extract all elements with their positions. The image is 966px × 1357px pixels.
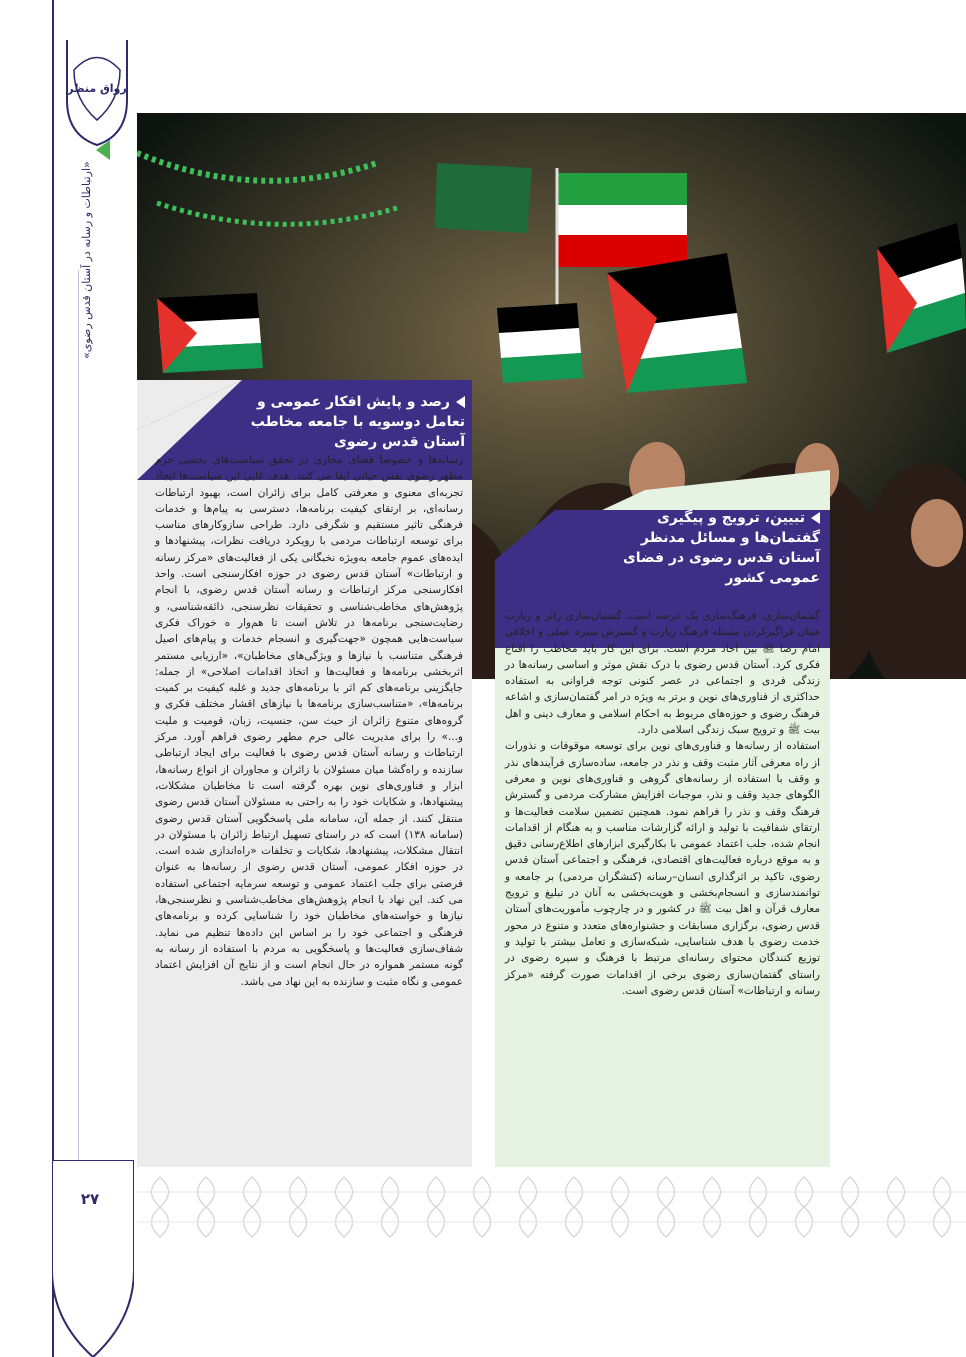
heading-bullet-icon [811,512,820,524]
footer-ornament [137,1172,966,1242]
magazine-emblem [62,40,132,150]
section-right-paragraph: گفتمان‌سازی، فرهنگ‌سازی یک عرصه است. گفتمان‌سازی زائر و زیارت همان فراگیرکردن مسئله فرهنگ زیارت و گسترش سیره عملی و اخلاقی امام رضا ﷺ بین آحاد مردم است. برای این کار باید مخاطب را اقناع فکری کرد. آستان قدس رضوی با درک نقش موثر و اساسی رسانه‌ها در زندگی فردی و اجتماعی در عصر کنونی توجه فراوانی به استفاده حداکثری از فناوری‌های نوین و برتر به ویژه در امر گفتمان‌سازی و اشاعه فرهنگ رضوی و حوزه‌های مربوط به احکام اسلامی و معارف دینی و اهل بیت ﷺ و ترویج سبک زندگی اسلامی دارد. [505,610,820,737]
emblem-text: رواق منظر [67,82,127,95]
section-right-heading-text: تبیین، ترویج و پیگیری گفتمان‌ها و مسائل مدنظر آستان قدس رضوی در فضای عمومی کشور [622,510,820,586]
page-number: ۲۷ [80,1190,100,1208]
section-left-body [155,452,463,990]
palestine-flag [607,253,747,393]
palestine-flag-4 [497,303,583,383]
running-title-arrow-icon [96,140,110,160]
section-left-heading [250,392,465,452]
section-right-heading [610,508,820,588]
left-margin-rule [52,0,54,1357]
section-left-paragraph: رسانه‌ها و خصوصا فضای مجازی در تحقق سیاست‌های بخشی حرم مطهر رضوی نقش حیاتی ایفا می کنند. هدف غایی این سیاست‌ها ایجاد تجربه‌ای معنوی و معرفتی کامل برای زائران است، بهبود ارتباطات رسانه‌ای، بر ارتقای کیفیت برنامه‌ها، دسترسی به پیام‌ها و خدمات فرهنگی تاثیر مستقیم و شگرفی دارد. طراحی سازوکارهای مناسب برای توسعه ارتباطات مردمی با رویکرد دریافت نظرات، پیشنهادها و ایده‌های عموم جامعه به‌ویژه نخبگانی یکی از فعالیت‌های «مرکز رسانه و ارتباطات» آستان قدس رضوی در حوزه افکارسنجی است. واحد افکارسنجی مرکز ارتباطات و رسانه آستان قدس رضوی، با انجام پژوهش‌های مخاطب‌شناسی و تحقیقات نظرسنجی، ذائقه‌شناسی، و رضایت‌سنجی برنامه‌ها در تلاش است تا هم‌وار ه خوراک فکری سیاست‌هایی همچون «جهت‌گیری و انسجام خدمات و پیام‌های اصیل فرهنگی متناسب با نیازها و ویژگی‌های مخاطبان»، «ارزیابی مستمر اثربخشی برنامه‌ها و فعالیت‌ها و اتخاذ اقدامات اصلاحی» از جمله: جایگزینی برنامه‌های کم اثر با برنامه‌های جدید و غلبه کیفیت بر کمیت برنامه‌ها»، «متناسب‌سازی برنامه‌ها با نیازهای اقشار مختلف فکری و گروه‌های متنوع زائران از حیث سن، جنسیت، زبان، قومیت و ملیت و...» را برای مدیریت عالی حرم مطهر رضوی فراهم آورد. مرکز ارتباطات و رسانه آستان قدس رضوی با فعالیت برای ایجاد ارتباطی سازنده و راه‌گشا میان مسئولان با زائران و مجاوران از انواع رسانه‌ها، ابزار و فناوری‌های نوین بهره گرفته است تا مخاطبان مشکلات، پیشنهادها، و شکایات خود را به راحتی به مسئولان آستان قدس رضوی منتقل کنند. از جمله آن، سامانه ملی پاسخگویی آستان قدس رضوی (سامانه ۱۳۸) است که در راستای تسهیل ارتباط زائران با مسئولان در انتقال مشکلات، پیشنهادها، شکایات و تخلفات «راه‌اندازی شده است. در حوزه افکار عمومی، آستان قدس رضوی از رسانه‌ها به عنوان فرصتی برای جلب اعتماد عمومی و توسعه سرمایه اجتماعی استفاده می کند. این نهاد با انجام پژوهش‌های مخاطب‌شناسی و نظرسنجی‌ها، نیازها و خواسته‌های مخاطبان خود را شناسایی کرده و برنامه‌های فرهنگی و اجتماعی خود را بر اساس این داده‌ها تنظیم می نماید. شفاف‌سازی فعالیت‌ها و پاسخگویی به مردم با استفاده از رسانه به گونه مستمر همواره در حال انجام است و از نتایج آن افزایش اعتماد عمومی و نگاه مثبت و سازنده به این نهاد می باشد. [155,454,464,988]
section-right-paragraph: استفاده از رسانه‌ها و فناوری‌های نوین برای توسعه موقوفات و نذورات از راه معرفی آثار مثبت وقف و نذر در جامعه، ساده‌سازی فرآیندهای نذر و وقف با استفاده از رسانه‌های گروهی و فناوری‌های نوین و معرفی الگوهای جدید وقف و نذر، موجبات افزایش مشارکت مردمی و گسترش فرهنگ وقف و نذر را فراهم نمود. همچنین تضمین سلامت فعالیت‌ها و ارتقای شفافیت با تولید و ارائه گزارشات مناسب و به هنگام از اقدامات انجام شده، جلب اعتماد عمومی با بکارگیری ابزارهای اطلاع‌رسانی دقیق و به موقع درباره فعالیت‌های اقتصادی، فرهنگی و اجتماعی آستان قدس رضوی، تاکید بر اثرگذاری انسان–رسانه (کنشگران مردمی) بر جامعه و توانمندسازی و انسجام‌بخشی و هویت‌بخشی به آنان در تبلیغ و ترویج معارف قرآن و اهل بیت ﷺ در کشور و در چارچوب مأموریت‌های آستان قدس رضوی، برگزاری مسابقات و جشنواره‌های متعدد و متنوع در محور خدمت رضوی با هدف شناسایی، شبکه‌سازی و تعامل بیشتر با تولید و توزیع کنندگان محتوای رسانه‌ای مرتبط با فرهنگ و سیره رضوی در راستای گفتمان‌سازی رضوی برخی از اقدامات صورت گرفته «مرکز رسانه و ارتباطات» آستان قدس رضوی است. [505,740,820,997]
palestine-flag-2 [157,293,263,373]
heading-bullet-icon [456,396,465,408]
running-title: «ارتباطات و رسانه در آستان قدس رضوی» [80,161,93,359]
section-right-body [505,608,820,999]
left-margin-thin-rule [78,270,79,1220]
section-left-heading-text: رصد و پایش افکار عمومی و تعامل دوسویه با جامعه مخاطب آستان قدس رضوی [250,394,465,450]
